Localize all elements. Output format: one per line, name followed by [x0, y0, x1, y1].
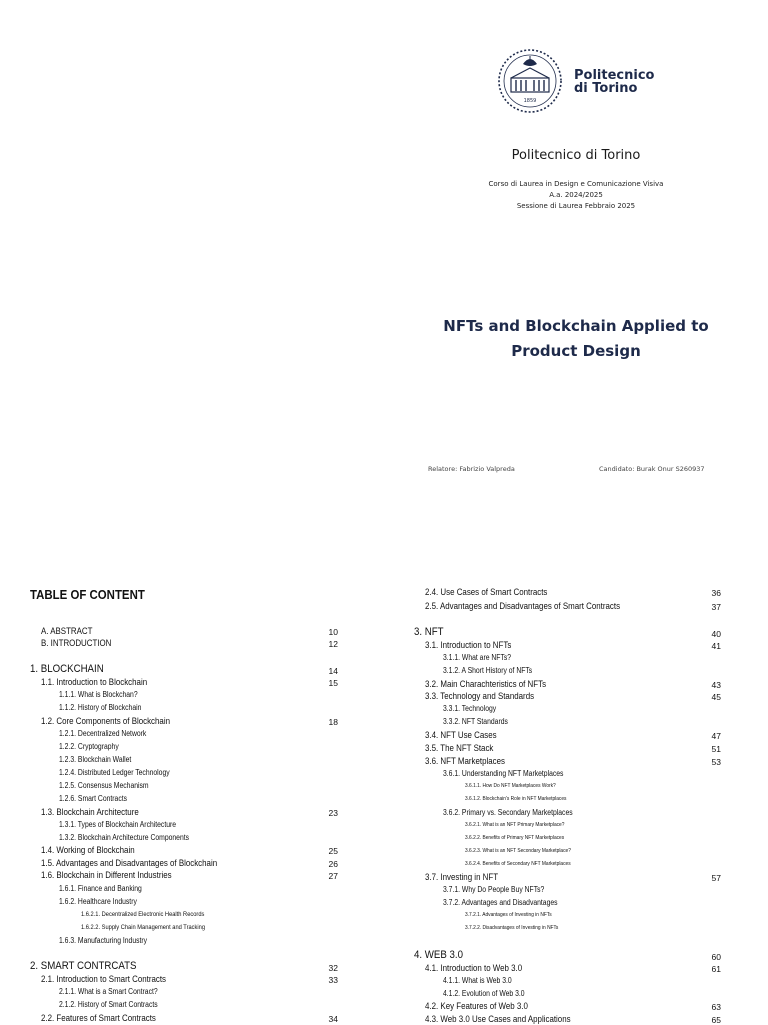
toc-entry-label: 1.2.4. Distributed Ledger Technology	[59, 768, 170, 777]
toc-entry	[59, 742, 129, 751]
toc-entry	[443, 717, 519, 726]
toc-entry-label: B. INTRODUCTION	[41, 638, 112, 648]
toc-entry	[465, 925, 571, 931]
toc-entry	[443, 808, 596, 817]
toc-entry-page-number: 27	[328, 871, 338, 881]
logo-name-line2: di Torino	[574, 81, 638, 96]
supervisor: Relatore: Fabrizio Valpreda	[428, 465, 515, 473]
toc-entry	[443, 769, 585, 778]
toc-entry	[425, 640, 523, 650]
toc-entry-label: 1.4. Working of Blockchain	[41, 845, 135, 855]
toc-entry	[41, 1013, 172, 1023]
toc-entry	[425, 743, 503, 753]
toc-entry-label: 3.7.2.1. Advantages of Investing in NFTs	[465, 912, 552, 918]
toc-entry-label: 3.6.2.4. Benefits of Secondary NFT Marketplaces	[465, 861, 571, 867]
toc-entry	[59, 987, 175, 996]
toc-entry-label: 4.1.1. What is Web 3.0	[443, 976, 512, 985]
toc-entry-label: 3.3.1. Technology	[443, 704, 497, 713]
toc-entry-label: A. ABSTRACT	[41, 626, 93, 636]
toc-entry	[425, 756, 516, 766]
toc-entry-label: 1.1.1. What is Blockchan?	[59, 690, 138, 699]
toc-entry-label: 1.2.6. Smart Contracts	[59, 794, 128, 803]
toc-entry-label: 2.1.2. History of Smart Contracts	[59, 1000, 158, 1009]
toc-entry-label: 2. SMART CONTRCATS	[30, 960, 137, 972]
toc-entry	[425, 587, 564, 597]
toc-entry	[59, 820, 197, 829]
toc-entry-label: 1.6.2. Healthcare Industry	[59, 897, 137, 906]
toc-entry-label: 3.1.2. A Short History of NFTs	[443, 666, 533, 675]
toc-entry-label: 3.7.1. Why Do People Buy NFTs?	[443, 885, 545, 894]
toc-entry-label: 1.1.2. History of Blockchain	[59, 703, 142, 712]
toc-entry-label: 3.7.2.2. Disadvantages of Investing in NFTs	[465, 925, 559, 931]
toc-entry	[443, 989, 539, 998]
candidate: Candidato: Burak Onur S260937	[599, 465, 705, 473]
toc-entry	[59, 794, 139, 803]
toc-entry-page-number: 57	[711, 873, 721, 883]
toc-entry	[59, 690, 152, 699]
thesis-title	[404, 314, 748, 364]
toc-entry-page-number: 33	[328, 975, 338, 985]
toc-entry-label: 3.1. Introduction to NFTs	[425, 640, 512, 650]
toc-entry-page-number: 41	[711, 641, 721, 651]
toc-entry-page-number: 65	[711, 1015, 721, 1025]
toc-entry-page-number: 25	[328, 846, 338, 856]
toc-entry	[41, 845, 147, 855]
toc-entry	[414, 626, 448, 638]
toc-entry	[414, 949, 470, 961]
toc-entry-page-number: 23	[328, 808, 338, 818]
toc-entry-page-number: 53	[711, 757, 721, 767]
toc-entry-label: 1.2.3. Blockchain Wallet	[59, 755, 132, 764]
toc-entry-label: 4.1.2. Evolution of Web 3.0	[443, 989, 525, 998]
toc-entry-page-number: 51	[711, 744, 721, 754]
toc-entry-label: 4.3. Web 3.0 Use Cases and Applications	[425, 1014, 571, 1024]
toc-entry-label: 3.6.2.2. Benefits of Primary NFT Marketplaces	[465, 835, 565, 841]
seal-icon	[499, 50, 561, 112]
toc-entry	[59, 768, 189, 777]
toc-entry-label: 3.6. NFT Marketplaces	[425, 756, 505, 766]
toc-entry-label: 1.6.3. Manufacturing Industry	[59, 936, 148, 945]
toc-entry-label: 3.3. Technology and Standards	[425, 691, 535, 701]
toc-entry-label: 3.3.2. NFT Standards	[443, 717, 508, 726]
toc-entry	[41, 974, 183, 984]
toc-entry	[465, 796, 580, 802]
academic-year: A.a. 2024/2025	[549, 191, 603, 199]
toc-entry-label: 3. NFT	[414, 626, 444, 638]
toc-entry-label: 1.1. Introduction to Blockchain	[41, 677, 148, 687]
toc-entry	[59, 884, 156, 893]
toc-entry	[81, 911, 221, 918]
toc-entry-label: 3.6.1. Understanding NFT Marketplaces	[443, 769, 564, 778]
toc-entry	[59, 936, 163, 945]
toc-entry-label: 2.1.1. What is a Smart Contract?	[59, 987, 158, 996]
toc-entry-label: 1.6. Blockchain in Different Industries	[41, 870, 172, 880]
toc-entry-label: 1.6.2.2. Supply Chain Management and Tracking	[81, 924, 206, 931]
toc-entry-label: 2.2. Features of Smart Contracts	[41, 1013, 156, 1023]
toc-entry-label: 1.6.2.1. Decentralized Electronic Health Records	[81, 911, 205, 918]
toc-entry-page-number: 32	[328, 963, 338, 973]
toc-entry-label: 1.5. Advantages and Disadvantages of Blockchain	[41, 858, 218, 868]
toc-entry	[443, 704, 506, 713]
toc-entry-page-number: 10	[328, 627, 338, 637]
toc-entry-label: 1.3. Blockchain Architecture	[41, 807, 139, 817]
toc-entry-page-number: 15	[328, 678, 338, 688]
university-name: Politecnico di Torino	[511, 148, 641, 163]
toc-entry	[465, 835, 578, 841]
thesis-title-line1: NFTs and Blockchain Applied to	[443, 317, 709, 335]
toc-entry	[59, 729, 162, 738]
toc-entry	[425, 872, 508, 882]
toc-entry-label: 3.6.2.1. What is an NFT Primary Marketplace?	[465, 822, 565, 828]
toc-entry-label: 3.6.2. Primary vs. Secondary Marketplaces	[443, 808, 573, 817]
toc-entry-label: 1.2.1. Decentralized Network	[59, 729, 147, 738]
toc-entry-page-number: 18	[328, 717, 338, 727]
toc-entry	[41, 638, 121, 648]
toc-entry	[465, 861, 585, 867]
toc-entry	[425, 730, 506, 740]
toc-entry-label: 2.1. Introduction to Smart Contracts	[41, 974, 167, 984]
toc-entry	[41, 716, 188, 726]
toc-entry	[59, 781, 164, 790]
toc-entry-page-number: 36	[711, 588, 721, 598]
toc-entry-page-number: 47	[711, 731, 721, 741]
toc-entry-label: 1.2. Core Components of Blockchain	[41, 716, 171, 726]
toc-entry-page-number: 26	[328, 859, 338, 869]
toc-entry-page-number: 34	[328, 1014, 338, 1024]
toc-entry-label: 1.3.1. Types of Blockchain Architecture	[59, 820, 177, 829]
toc-entry	[59, 755, 144, 764]
toc-entry	[425, 963, 535, 973]
toc-entry	[425, 679, 563, 689]
toc-entry	[465, 848, 585, 854]
toc-entry	[443, 976, 524, 985]
toc-entry	[41, 677, 162, 687]
toc-entry-label: 3.6.2.3. What is an NFT Secondary Marketplace?	[465, 848, 571, 854]
toc-entry	[59, 897, 151, 906]
toc-entry-label: 2.4. Use Cases of Smart Contracts	[425, 587, 548, 597]
toc-entry-label: 4.1. Introduction to Web 3.0	[425, 963, 523, 973]
toc-entry	[425, 1014, 590, 1024]
toc-entry	[41, 870, 189, 880]
graduation-session: Sessione di Laurea Febbraio 2025	[516, 202, 636, 210]
toc-entry-page-number: 63	[711, 1002, 721, 1012]
toc-entry-label: 4. WEB 3.0	[414, 949, 463, 961]
toc-entry-label: 1.6.1. Finance and Banking	[59, 884, 142, 893]
thesis-title-line2: Product Design	[511, 342, 641, 360]
toc-entry-page-number: 37	[711, 602, 721, 612]
toc-entry	[30, 663, 114, 675]
toc-entry-page-number: 43	[711, 680, 721, 690]
toc-entry-page-number: 14	[328, 666, 338, 676]
toc-entry	[443, 666, 548, 675]
toc-entry-label: 3.1.1. What are NFTs?	[443, 653, 512, 662]
toc-entry	[465, 912, 563, 918]
toc-entry	[41, 858, 241, 868]
toc-entry-label: 2.5. Advantages and Disadvantages of Smart Contracts	[425, 601, 621, 611]
toc-entry-label: 3.6.1.2. Blockchain's Role in NFT Marketplaces	[465, 796, 567, 802]
toc-entry	[443, 653, 523, 662]
toc-entry-label: 3.7. Investing in NFT	[425, 872, 499, 882]
toc-entry-label: 4.2. Key Features of Web 3.0	[425, 1001, 528, 1011]
toc-entry-label: 3.2. Main Charachteristics of NFTs	[425, 679, 547, 689]
toc-entry-label: 3.4. NFT Use Cases	[425, 730, 497, 740]
toc-entry-label: 1. BLOCKCHAIN	[30, 663, 104, 675]
toc-entry	[425, 691, 549, 701]
course-name: Corso di Laurea in Design e Comunicazione Visiva	[488, 180, 664, 188]
toc-entry-page-number: 45	[711, 692, 721, 702]
toc-entry-label: 3.6.1.1. How Do NFT Marketplaces Work?	[465, 783, 556, 789]
toc-entry-page-number: 12	[328, 639, 338, 649]
toc-entry	[81, 924, 222, 931]
toc-entry-label: 1.3.2. Blockchain Architecture Components	[59, 833, 190, 842]
toc-entry-page-number: 60	[711, 952, 721, 962]
toc-entry-label: 1.2.2. Cryptography	[59, 742, 119, 751]
toc-entry	[465, 822, 578, 828]
toc-entry-label: 1.2.5. Consensus Mechanism	[59, 781, 149, 790]
toc-entry	[59, 703, 156, 712]
toc-entry	[30, 960, 151, 972]
toc-entry-page-number: 61	[711, 964, 721, 974]
toc-entry	[443, 898, 578, 907]
toc-entry	[41, 626, 100, 636]
toc-entry-label: 3.7.2. Advantages and Disadvantages	[443, 898, 558, 907]
toc-entry	[59, 1000, 175, 1009]
toc-entry-page-number: 40	[711, 629, 721, 639]
toc-entry	[465, 783, 568, 789]
toc-entry-label: 3.5. The NFT Stack	[425, 743, 494, 753]
toc-entry	[59, 833, 212, 842]
toc-entry	[443, 885, 562, 894]
toc-entry	[425, 1001, 542, 1011]
toc-entry	[41, 807, 152, 817]
toc-heading: TABLE OF CONTENT	[30, 587, 145, 602]
seal-year: 1859	[523, 98, 537, 104]
logo-name-line1: Politecnico	[574, 68, 655, 83]
toc-entry	[425, 601, 647, 611]
